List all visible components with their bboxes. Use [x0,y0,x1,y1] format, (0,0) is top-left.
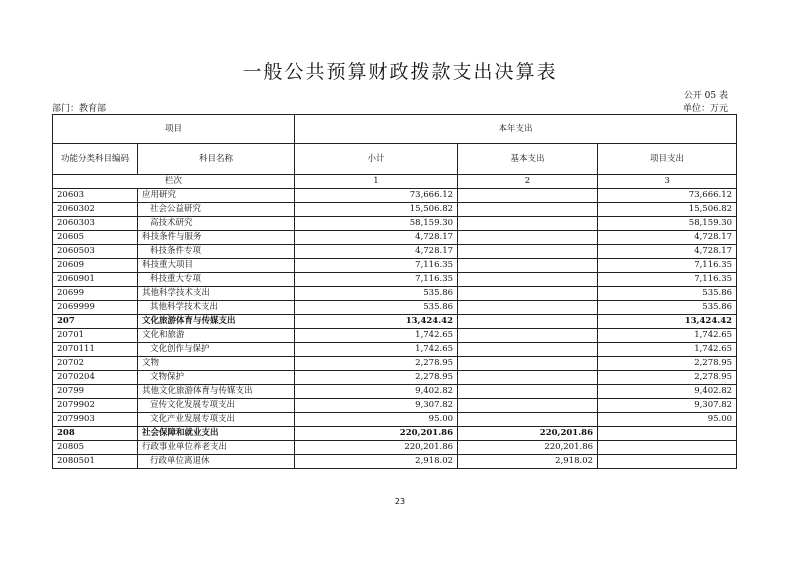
table-row [53,371,737,385]
table-row [53,399,737,413]
cell-code: 20799 [53,385,138,399]
cell-code: 2069999 [53,301,138,315]
cell-subtotal: 2,918.02 [295,455,458,469]
cell-subtotal: 58,159.30 [295,217,458,231]
header-line-label: 栏次 [53,175,295,189]
cell-code: 2060901 [53,273,138,287]
cell-code: 20603 [53,189,138,203]
cell-subtotal: 73,666.12 [295,189,458,203]
cell-subtotal: 2,278.95 [295,371,458,385]
cell-code: 2070111 [53,343,138,357]
cell-basic [458,371,598,385]
cell-name: 行政单位离退休 [138,455,295,469]
cell-project: 9,402.82 [598,385,737,399]
cell-subtotal: 220,201.86 [295,427,458,441]
table-row [53,189,737,203]
cell-project: 2,278.95 [598,371,737,385]
cell-subtotal: 1,742.65 [295,329,458,343]
cell-basic: 2,918.02 [458,455,598,469]
cell-basic [458,399,598,413]
table-row [53,455,737,469]
table-row [53,343,737,357]
cell-basic: 220,201.86 [458,427,598,441]
cell-name: 科技条件专项 [138,245,295,259]
table-row [53,441,737,455]
header-item: 项目 [53,115,295,144]
cell-name: 文化和旅游 [138,329,295,343]
header-col3: 3 [598,175,737,189]
table-row [53,245,737,259]
cell-code: 20702 [53,357,138,371]
header-col2: 2 [458,175,598,189]
cell-basic [458,315,598,329]
table-body [53,189,737,469]
table-row [53,217,737,231]
cell-project: 95.00 [598,413,737,427]
cell-basic [458,343,598,357]
cell-project: 15,506.82 [598,203,737,217]
cell-project: 7,116.35 [598,273,737,287]
expenditure-table [52,114,737,469]
cell-name: 应用研究 [138,189,295,203]
table-row [53,287,737,301]
cell-basic [458,189,598,203]
cell-code: 2060303 [53,217,138,231]
table-row [53,427,737,441]
cell-project: 1,742.65 [598,329,737,343]
cell-basic [458,413,598,427]
table-row [53,231,737,245]
cell-subtotal: 4,728.17 [295,231,458,245]
cell-project: 73,666.12 [598,189,737,203]
cell-name: 宣传文化发展专项支出 [138,399,295,413]
cell-name: 文物 [138,357,295,371]
cell-name: 文化旅游体育与传媒支出 [138,315,295,329]
cell-code: 2079902 [53,399,138,413]
cell-subtotal: 9,307.82 [295,399,458,413]
header-project: 项目支出 [598,144,737,175]
cell-basic [458,385,598,399]
cell-project: 9,307.82 [598,399,737,413]
cell-code: 20605 [53,231,138,245]
cell-code: 2079903 [53,413,138,427]
header-current-year: 本年支出 [295,115,737,144]
cell-subtotal: 535.86 [295,301,458,315]
cell-name: 科技重大项目 [138,259,295,273]
cell-name: 其他科学技术支出 [138,301,295,315]
cell-code: 208 [53,427,138,441]
cell-basic [458,301,598,315]
cell-project: 13,424.42 [598,315,737,329]
cell-name: 其他科学技术支出 [138,287,295,301]
cell-basic [458,203,598,217]
cell-subtotal: 2,278.95 [295,357,458,371]
cell-basic [458,273,598,287]
cell-project [598,441,737,455]
cell-basic [458,245,598,259]
cell-name: 科技重大专项 [138,273,295,287]
cell-subtotal: 4,728.17 [295,245,458,259]
cell-project: 58,159.30 [598,217,737,231]
cell-code: 20609 [53,259,138,273]
table-row [53,273,737,287]
cell-name: 文物保护 [138,371,295,385]
cell-basic [458,357,598,371]
table-row [53,385,737,399]
unit-label: 单位：万元 [682,104,728,114]
cell-subtotal: 535.86 [295,287,458,301]
header-basic: 基本支出 [458,144,598,175]
header-subtotal: 小计 [295,144,458,175]
table-row [53,301,737,315]
header-subject-name: 科目名称 [138,144,295,175]
cell-subtotal: 7,116.35 [295,259,458,273]
cell-project: 535.86 [598,301,737,315]
cell-subtotal: 7,116.35 [295,273,458,287]
cell-project [598,455,737,469]
cell-name: 社会保障和就业支出 [138,427,295,441]
form-code: 公开 05 表 [683,91,728,101]
cell-project: 2,278.95 [598,357,737,371]
cell-code: 20805 [53,441,138,455]
page-number: 23 [394,497,406,506]
cell-name: 其他文化旅游体育与传媒支出 [138,385,295,399]
cell-subtotal: 15,506.82 [295,203,458,217]
cell-code: 2060503 [53,245,138,259]
cell-name: 高技术研究 [138,217,295,231]
cell-subtotal: 95.00 [295,413,458,427]
cell-subtotal: 9,402.82 [295,385,458,399]
cell-project: 4,728.17 [598,231,737,245]
cell-project: 1,742.65 [598,343,737,357]
cell-code: 207 [53,315,138,329]
cell-project: 535.86 [598,287,737,301]
cell-basic: 220,201.86 [458,441,598,455]
cell-code: 2060302 [53,203,138,217]
cell-basic [458,217,598,231]
cell-name: 文化创作与保护 [138,343,295,357]
cell-name: 社会公益研究 [138,203,295,217]
header-func-code: 功能分类科目编码 [53,144,138,175]
cell-subtotal: 1,742.65 [295,343,458,357]
cell-project: 4,728.17 [598,245,737,259]
cell-code: 20701 [53,329,138,343]
cell-code: 2080501 [53,455,138,469]
header-col1: 1 [295,175,458,189]
cell-name: 文化产业发展专项支出 [138,413,295,427]
cell-subtotal: 220,201.86 [295,441,458,455]
department-label: 部门：教育部 [52,104,107,114]
cell-basic [458,259,598,273]
cell-basic [458,231,598,245]
table-row [53,315,737,329]
page-title: 一般公共预算财政拨款支出决算表 [242,61,558,83]
cell-name: 科技条件与服务 [138,231,295,245]
cell-project: 7,116.35 [598,259,737,273]
table-row [53,329,737,343]
cell-code: 20699 [53,287,138,301]
table-row [53,259,737,273]
cell-subtotal: 13,424.42 [295,315,458,329]
cell-name: 行政事业单位养老支出 [138,441,295,455]
table-row [53,203,737,217]
cell-code: 2070204 [53,371,138,385]
table-row [53,413,737,427]
cell-basic [458,287,598,301]
table-row [53,357,737,371]
cell-basic [458,329,598,343]
cell-project [598,427,737,441]
